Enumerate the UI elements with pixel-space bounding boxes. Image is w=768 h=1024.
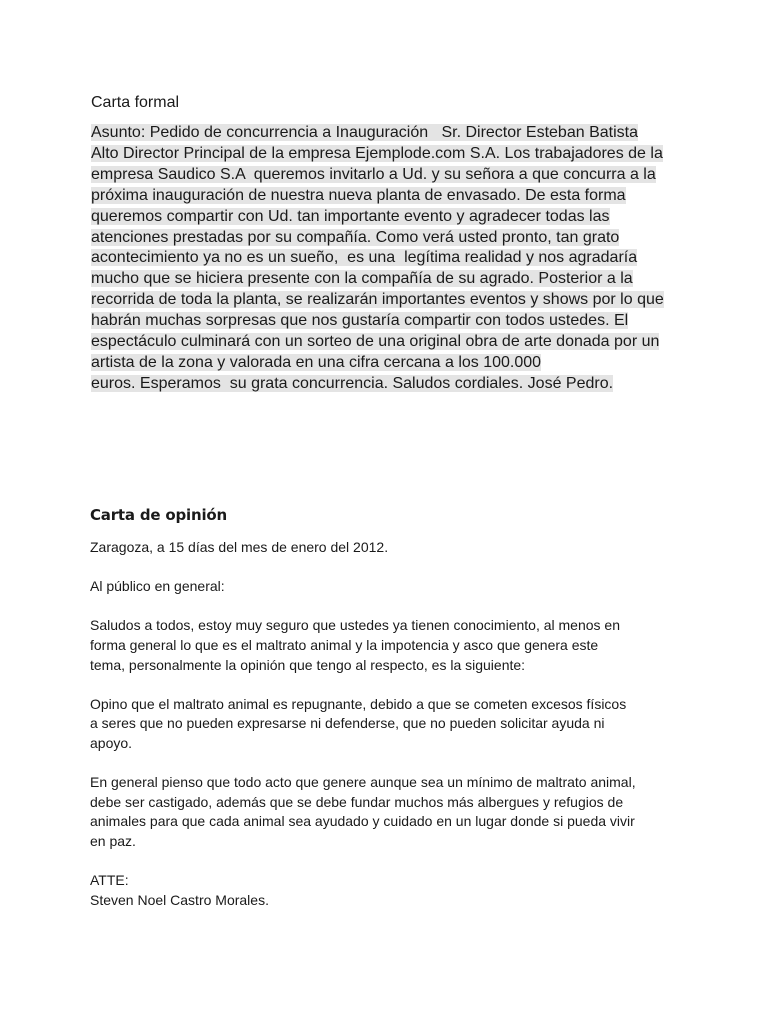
opinion-letter-body [90,538,690,910]
formal-letter-line: euros. Esperamos su grata concurrencia. Saludos cordiales. José Pedro. [91,374,614,392]
opinion-paragraph-3 [90,773,690,851]
formal-letter-title: Carta formal [91,94,180,111]
formal-letter-line: artista de la zona y valorada en una cifra cercana a los 100.000 [91,353,542,371]
formal-letter-line: mucho que se hiciera presente con la compañía de su agrado. Posterior a la [91,270,633,288]
formal-letter-line: Asunto: Pedido de concurrencia a Inauguración Sr. Director Esteban Batista [91,124,638,141]
formal-letter-line: habrán muchas sorpresas que nos gustaría compartir con todos ustedes. El [91,312,629,330]
opinion-letter-date: Zaragoza, a 15 días del mes de enero del 2012. [90,539,389,555]
formal-letter-line: empresa Saudico S.A queremos invitarlo a Ud. y su señora a que concurra a la [91,165,656,183]
opinion-letter-greeting: Al público en general: [90,578,225,595]
formal-letter-line: atenciones prestadas por su compañía. Como verá usted pronto, tan grato [91,228,620,246]
formal-letter-line: recorrida de toda la planta, se realizarán importantes eventos y shows por lo que [91,291,664,309]
formal-letter-line: Alto Director Principal de la empresa Ejemplode.com S.A. Los trabajadores de la [91,144,663,162]
paragraph-line: debe ser castigado, además que se debe fundar muchos más albergues y refugios de [90,793,624,810]
opinion-paragraph-1 [90,616,690,675]
opinion-letter-signature: Steven Noel Castro Morales. [90,891,269,908]
paragraph-line: animales para que cada animal sea ayudado y cuidado en un lugar donde si pueda vivir [90,813,635,830]
formal-letter-line: queremos compartir con Ud. tan importante evento y agradecer todas las [91,207,610,225]
paragraph-line: Saludos a todos, estoy muy seguro que ustedes ya tienen conocimiento, al menos en [90,617,620,634]
formal-letter-line: espectáculo culminará con un sorteo de una original obra de arte donada por un [91,333,660,351]
opinion-letter-closing: ATTE: [90,872,129,889]
formal-letter-body [91,123,683,395]
opinion-paragraph-2 [90,695,690,754]
paragraph-line: en paz. [90,832,136,849]
paragraph-line: En general pienso que todo acto que genere aunque sea un mínimo de maltrato animal, [90,774,636,791]
paragraph-line: Opino que el maltrato animal es repugnante, debido a que se cometen excesos físicos [90,695,627,712]
formal-letter-line: acontecimiento ya no es un sueño, es una legítima realidad y nos agradaría [91,249,638,267]
paragraph-line: tema, personalmente la opinión que tengo al respecto, es la siguiente: [90,656,526,673]
paragraph-line: forma general lo que es el maltrato animal y la impotencia y asco que genera este [90,636,599,653]
paragraph-line: apoyo. [90,734,133,751]
paragraph-line: a seres que no pueden expresarse ni defenderse, que no pueden solicitar ayuda ni [90,715,605,732]
formal-letter-line: próxima inauguración de nuestra nueva planta de envasado. De esta forma [91,186,626,204]
opinion-letter-title: Carta de opinión [90,506,227,524]
